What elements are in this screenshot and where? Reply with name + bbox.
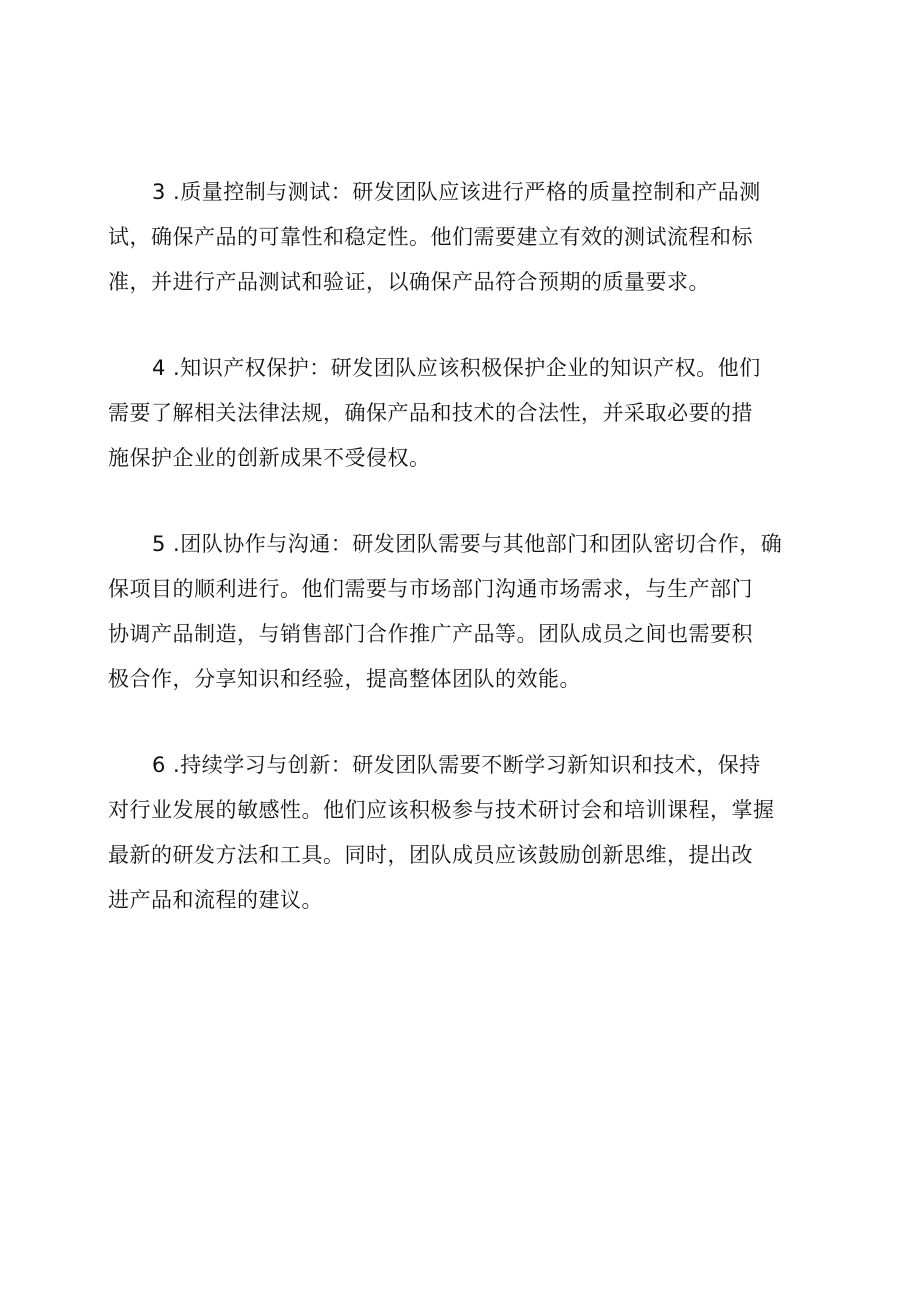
paragraph-line: 进产品和流程的建议。	[108, 888, 323, 912]
paragraph-line: 3 .质量控制与测试：研发团队应该进行严格的质量控制和产品测	[152, 180, 761, 204]
paragraph-line: 保项目的顺利进行。他们需要与市场部门沟通市场需求，与生产部门	[108, 577, 753, 601]
document-content	[108, 170, 820, 964]
paragraph-line: 最新的研发方法和工具。同时，团队成员应该鼓励创新思维，提出改	[108, 843, 753, 867]
paragraph-line: 5 .团队协作与沟通：研发团队需要与其他部门和团队密切合作，确	[152, 532, 783, 556]
paragraph-line: 准，并进行产品测试和验证，以确保产品符合预期的质量要求。	[108, 270, 710, 294]
paragraph-quality-control	[108, 170, 820, 305]
paragraph-line: 试，确保产品的可靠性和稳定性。他们需要建立有效的测试流程和标	[108, 225, 753, 249]
paragraph-continuous-learning	[108, 743, 820, 923]
paragraph-line: 6 .持续学习与创新：研发团队需要不断学习新知识和技术，保持	[152, 753, 761, 777]
paragraph-line: 极合作，分享知识和经验，提高整体团队的效能。	[108, 667, 581, 691]
paragraph-line: 需要了解相关法律法规，确保产品和技术的合法性，并采取必要的措	[108, 401, 753, 425]
paragraph-line: 协调产品制造，与销售部门合作推广产品等。团队成员之间也需要积	[108, 622, 753, 646]
paragraph-line: 对行业发展的敏感性。他们应该积极参与技术研讨会和培训课程，掌握	[108, 798, 775, 822]
paragraph-ip-protection	[108, 346, 820, 481]
paragraph-team-collaboration	[108, 522, 820, 702]
paragraph-line: 4 .知识产权保护：研发团队应该积极保护企业的知识产权。他们	[152, 356, 761, 380]
paragraph-line: 施保护企业的创新成果不受侵权。	[108, 446, 431, 470]
